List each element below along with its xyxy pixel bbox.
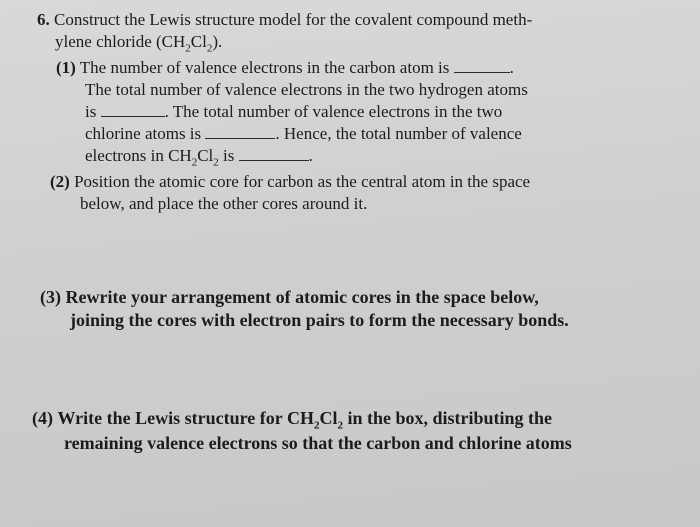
title-compound-post: ). (212, 32, 223, 51)
question-title-line1 (37, 10, 532, 30)
part1-line5-sub1: 2 (191, 156, 198, 169)
chlorine-valence-blank[interactable] (205, 124, 275, 139)
part1-line4 (85, 124, 522, 144)
title-compound-pre: ylene chloride (CH (55, 32, 186, 51)
part1-line5-sub2: 2 (213, 156, 219, 169)
part1-line1-end: . (509, 58, 514, 77)
part1-line5-end: . (308, 146, 313, 165)
title-sub-2: 2 (206, 42, 213, 55)
part1-line5-pre: electrons in CH (85, 146, 192, 165)
part1-label: (1) (56, 58, 76, 77)
question-title-text: Construct the Lewis structure model for the covalent compound meth- (54, 10, 533, 29)
part1-line4-post: . Hence, the total number of valence (275, 124, 522, 143)
title-sub-1: 2 (185, 42, 191, 55)
part2-line2: below, and place the other cores around it. (80, 194, 368, 213)
carbon-valence-blank[interactable] (454, 58, 510, 73)
part4-line1-post: in the box, distributing the (342, 408, 552, 428)
part1-text-line1: The number of valence electrons in the carbon atom is (79, 58, 450, 77)
question-title-line2 (55, 32, 223, 55)
part3-label: (3) (40, 287, 61, 307)
part2-answer-space[interactable] (60, 220, 640, 280)
part4-label: (4) (32, 408, 53, 428)
part2-label: (2) (50, 172, 70, 191)
part3-answer-space[interactable] (60, 335, 640, 400)
part4-line1-mid: Cl (319, 408, 338, 428)
total-valence-blank[interactable] (239, 146, 309, 161)
part3-text-line1: Rewrite your arrangement of atomic cores in the space below, (65, 287, 539, 307)
part1-line5-post: is (218, 146, 235, 165)
part3-line1 (40, 287, 539, 307)
part1-line3-pre: is (85, 102, 97, 121)
question-number: 6. (37, 10, 50, 29)
part1-line4-pre: chlorine atoms is (85, 124, 202, 143)
part1-line5 (85, 146, 313, 169)
part1-line2: The total number of valence electrons in the two hydrogen atoms (85, 80, 528, 99)
part3-line2: joining the cores with electron pairs to form the necessary bonds. (70, 310, 569, 330)
part1-line1 (56, 58, 514, 78)
hydrogen-valence-blank[interactable] (101, 102, 165, 117)
title-compound-mid: Cl (190, 32, 207, 51)
part4-line2: remaining valence electrons so that the carbon and chlorine atoms (64, 433, 572, 453)
part1-line3 (85, 102, 502, 122)
part4-sub1: 2 (313, 419, 320, 432)
part1-line3-post: . The total number of valence electrons in the two (164, 102, 503, 121)
part4-line1 (32, 408, 552, 432)
part2-text-line1: Position the atomic core for carbon as the central atom in the space (74, 172, 531, 191)
part1-line5-mid: Cl (197, 146, 214, 165)
part4-line1-pre: Write the Lewis structure for CH (57, 408, 314, 428)
part2-line1 (50, 172, 530, 192)
part4-sub2: 2 (337, 419, 343, 432)
